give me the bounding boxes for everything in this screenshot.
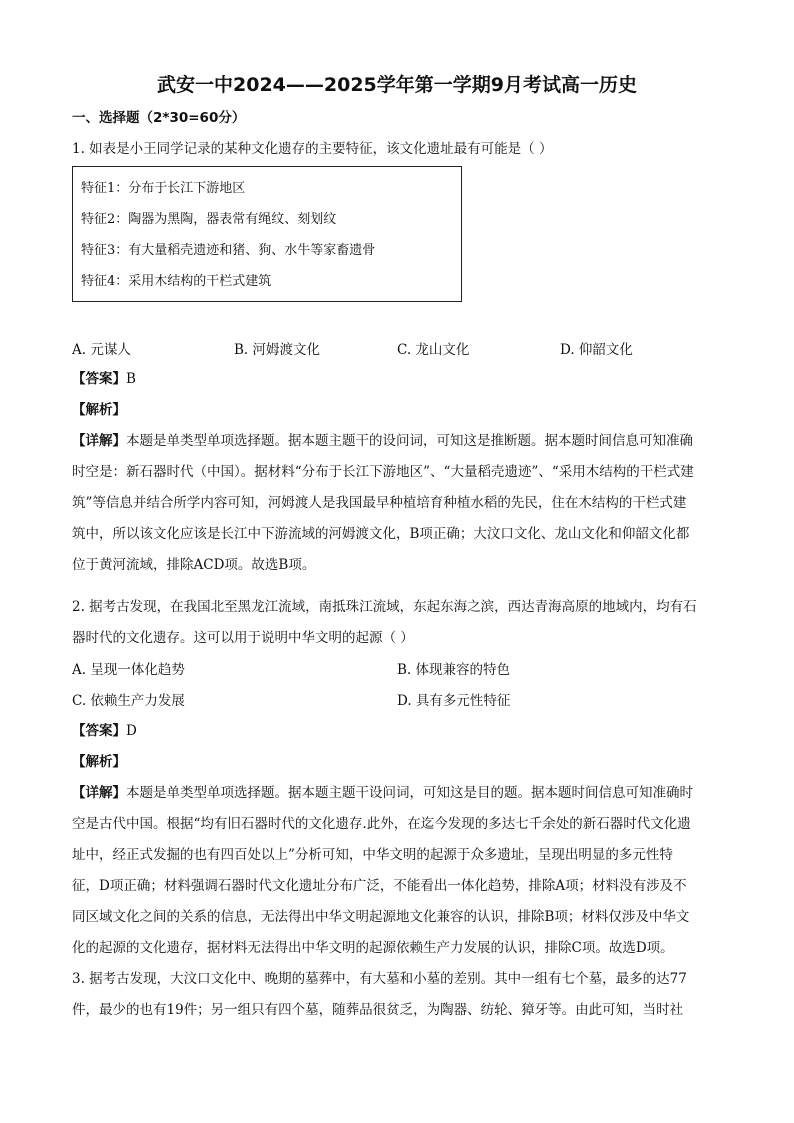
q1-answer: B: [126, 371, 136, 387]
q1-detail-text: 本题是单类型单项选择题。据本题主题干的设问词，可知这是推断题。据本题时间信息可知准确: [126, 433, 693, 449]
page-title: 武安一中2024——2025学年第一学期9月考试高一历史: [157, 74, 637, 96]
q2-detail-line: 空是古代中国。根据“均有旧石器时代的文化遗存.此外，在迄今发现的多达七千余处的新石器时代文化遗: [72, 816, 691, 832]
q2-stem-line: 2. 据考古发现，在我国北至黑龙江流域，南抵珠江流域，东起东海之滨，西达青海高原的地域内，均有石: [72, 599, 697, 615]
feature-row: 特征3：有大量稻壳遗迹和猪、狗、水牛等家畜遗骨: [81, 243, 376, 258]
q1-detail-line: 筑中，所以该文化应该是长江中下游流域的河姆渡文化，B项正确；大汶口文化、龙山文化和仰韶文化都: [72, 526, 690, 542]
detail-tag: 【详解】: [72, 785, 126, 801]
q1-option-b: B. 河姆渡文化: [234, 342, 321, 358]
q1-option-c: C. 龙山文化: [397, 342, 470, 358]
q2-option-b: B. 体现兼容的特色: [397, 662, 511, 678]
q1-option-a: A. 元谋人: [72, 342, 131, 358]
q2-analysis-tag: [72, 751, 722, 773]
q2-stem-line: 器时代的文化遗存。这可以用于说明中华文明的起源（ ）: [72, 630, 414, 646]
q2-answer: D: [126, 723, 137, 739]
q3-stem-line: 件，最少的也有19件；另一组只有四个墓，随葬品很贫乏，为陶器、纺轮、獐牙等。由此可知，当时社: [72, 1002, 684, 1018]
feature-row: 特征2：陶器为黑陶，器表常有绳纹、刻划纹: [81, 212, 337, 227]
analysis-tag: 【解析】: [72, 754, 126, 770]
feature-row: 特征1：分布于长江下游地区: [81, 181, 246, 196]
q1-answer-line: [72, 368, 722, 390]
q1-detail-line: 筑”等信息并结合所学内容可知，河姆渡人是我国最早种植培育种植水稻的先民，住在木结构的干栏式建: [72, 495, 687, 511]
q2-option-c: C. 依赖生产力发展: [72, 693, 185, 709]
q1-detail-line: 时空是：新石器时代（中国）。据材料“分布于长江下游地区”、“大量稻壳遗迹”、“采用木结构的干栏式建: [72, 464, 694, 480]
answer-tag: 【答案】: [72, 371, 126, 387]
q2-option-d: D. 具有多元性特征: [397, 693, 511, 709]
feature-row: 特征4：采用木结构的干栏式建筑: [81, 274, 272, 289]
q2-detail-line: 化的起源的文化遗存，据材料无法得出中华文明的起源依赖生产力发展的认识，排除C项。故选D项。: [72, 940, 674, 956]
q3-stem-line: 3. 据考古发现，大汶口文化中、晚期的墓葬中，有大墓和小墓的差别。其中一组有七个墓，最多的达77: [72, 971, 687, 987]
q2-detail-text: 本题是单类型单项选择题。据本题主题干设问词，可知这是目的题。据本题时间信息可知准确时: [126, 785, 693, 801]
q2-answer-line: [72, 720, 722, 742]
section-heading: 一、选择题（2*30=60分）: [72, 110, 246, 126]
q2-detail-line: 同区域文化之间的关系的信息，无法得出中华文明起源地文化兼容的认识，排除B项；材料仅涉及中华文: [72, 909, 690, 925]
q1-option-d: D. 仰韶文化: [560, 342, 633, 358]
q1-feature-table: [72, 166, 462, 302]
q1-stem: 1. 如表是小王同学记录的某种文化遗存的主要特征，该文化遗址最有可能是（ ）: [72, 141, 553, 157]
q2-detail-line: [72, 782, 722, 804]
q1-detail-line: [72, 430, 722, 452]
analysis-tag: 【解析】: [72, 402, 126, 418]
q1-analysis-tag: [72, 399, 722, 421]
q2-detail-line: 址中，经正式发掘的也有四百处以上”分析可知，中华文明的起源于众多遗址，呈现出明显的多元性特: [72, 847, 673, 863]
q2-option-a: A. 呈现一体化趋势: [72, 662, 185, 678]
detail-tag: 【详解】: [72, 433, 126, 449]
answer-tag: 【答案】: [72, 723, 126, 739]
q1-detail-line: 位于黄河流域，排除ACD项。故选B项。: [72, 557, 316, 573]
q2-detail-line: 征，D项正确；材料强调石器时代文化遗址分布广泛，不能看出一体化趋势，排除A项；材料没有涉及不: [72, 878, 687, 894]
